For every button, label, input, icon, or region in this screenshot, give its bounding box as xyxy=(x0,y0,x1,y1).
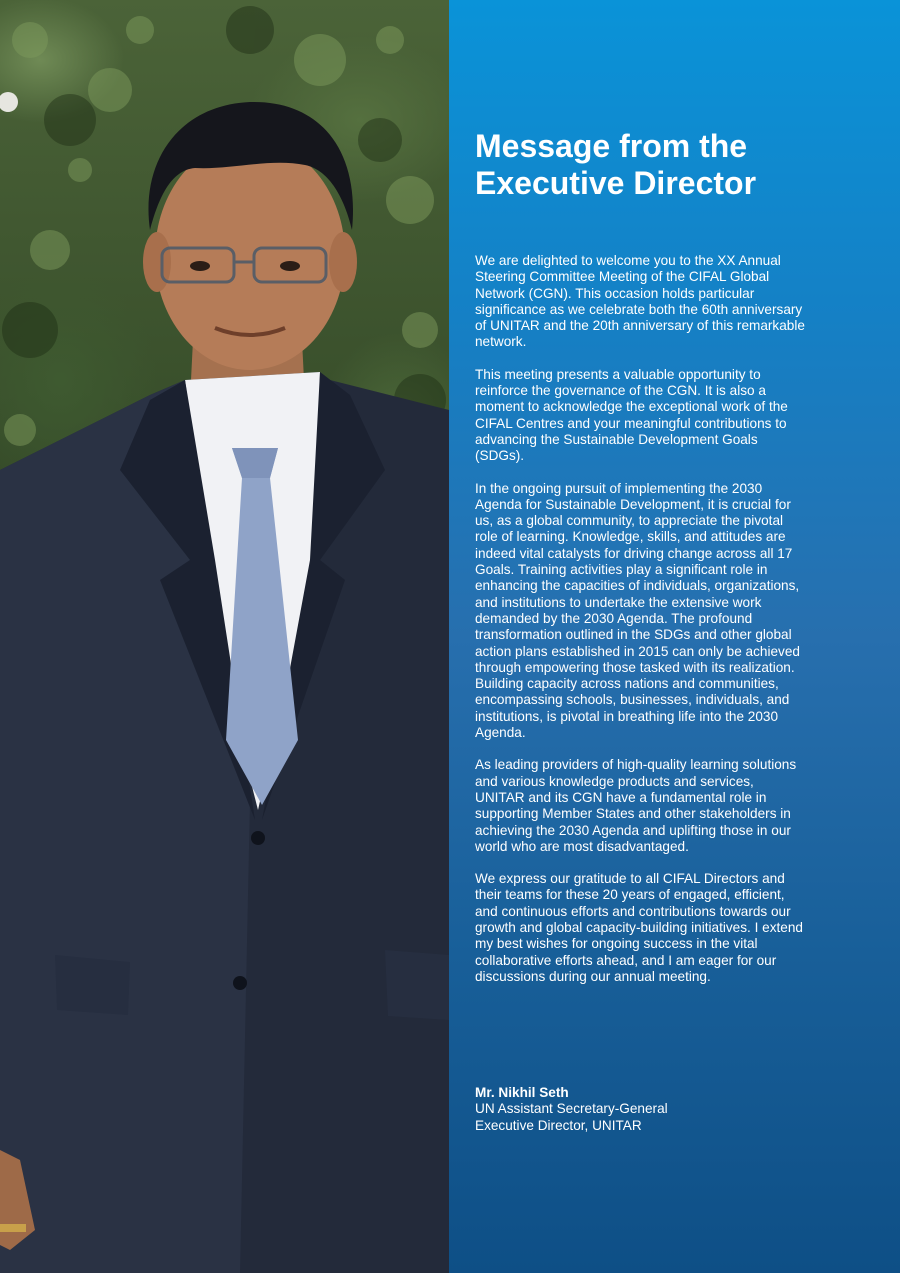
signatory-role-1: UN Assistant Secretary-General xyxy=(475,1101,668,1117)
signatory-role-2: Executive Director, UNITAR xyxy=(475,1117,642,1133)
paragraph-5: We express our gratitude to all CIFAL Directors and their teams for these 20 years of engaged, efficient, and continuous efforts and contributions towards our growth and global capacity-building initiatives. I extend my best wishes for ongoing success in the vital collaborative efforts ahead, and I am eager for our discussions during our annual meeting. xyxy=(475,871,803,984)
message-body xyxy=(475,253,805,1001)
signatory-name: Mr. Nikhil Seth xyxy=(475,1085,569,1100)
message-panel xyxy=(449,0,900,1273)
paragraph-4: As leading providers of high-quality learning solutions and various knowledge products and services, UNITAR and its CGN have a fundamental role in supporting Member States and other stakeholders in achieving the 2030 Agenda and uplifting those in our world who are most disadvantaged. xyxy=(475,757,797,854)
paragraph-1: We are delighted to welcome you to the XX Annual Steering Committee Meeting of the CIFAL Global Network (CGN). This occasion holds particular significance as we celebrate both the 60th anniversary of UNITAR and the 20th anniversary of this remarkable network. xyxy=(475,253,805,350)
page-title xyxy=(475,128,875,202)
portrait-illustration xyxy=(0,0,449,1273)
title-line-1: Message from the xyxy=(475,128,748,164)
paragraph-3: In the ongoing pursuit of implementing the 2030 Agenda for Sustainable Development, it is crucial for us, as a global community, to appreciate the pivotal role of learning. Knowledge, skills, and attitudes are indeed vital catalysts for driving change across all 17 Goals. Training activities play a significant role in enhancing the capacities of individuals, organizations, and institutions to undertake the extensive work demanded by the 2030 Agenda. The profound transformation outlined in the SDGs and other global action plans established in 2015 can only be achieved through empowering those tasked with its realization. Building capacity across nations and communities, encompassing schools, businesses, individuals, and institutions, is pivotal in breathing life into the 2030 Agenda. xyxy=(475,480,800,741)
signature-block xyxy=(475,1085,835,1134)
portrait-photo xyxy=(0,0,449,1273)
paragraph-2: This meeting presents a valuable opportunity to reinforce the governance of the CGN. It is also a moment to acknowledge the exceptional work of the CIFAL Centres and your meaningful contributions to advancing the Sustainable Development Goals (SDGs). xyxy=(475,366,788,464)
title-line-2: Executive Director xyxy=(475,165,757,201)
